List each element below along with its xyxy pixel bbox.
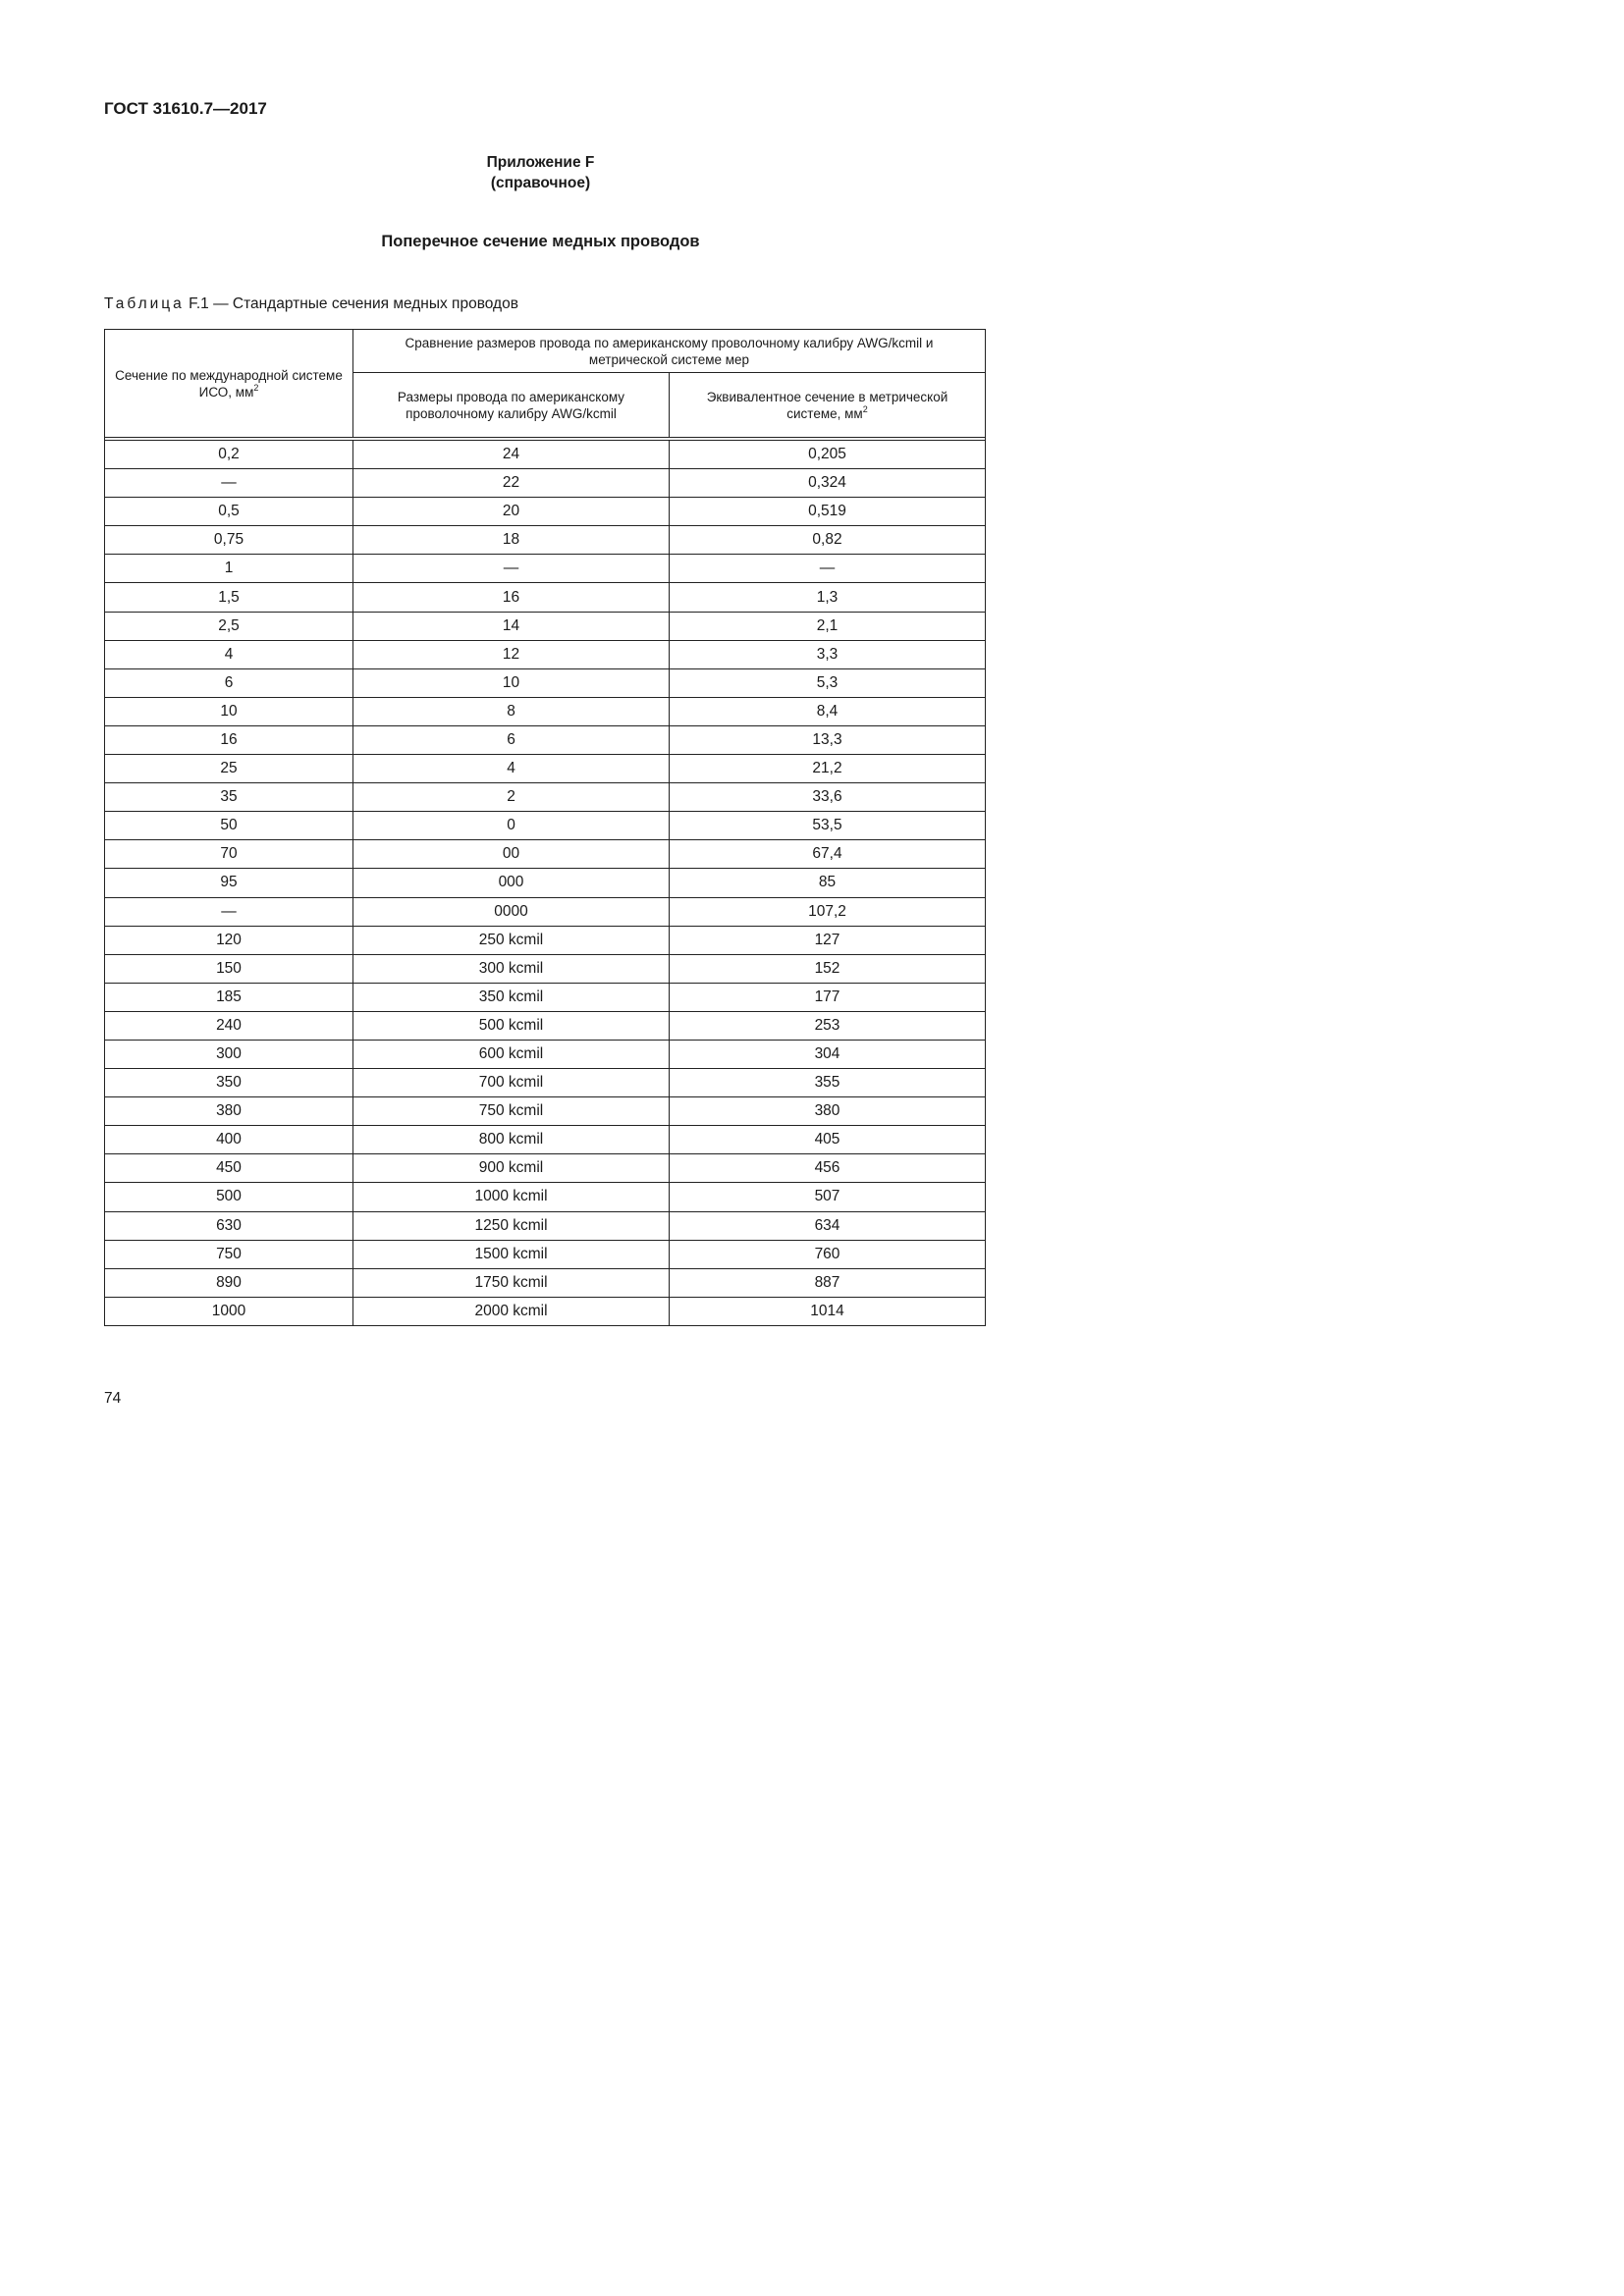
- appendix-kind: (справочное): [490, 175, 591, 191]
- table-row: [105, 783, 986, 812]
- table-row: [105, 1268, 986, 1297]
- cell-awg-size: 000: [353, 869, 670, 897]
- cell-metric-equivalent: 456: [670, 1154, 986, 1183]
- cell-metric-equivalent: 1014: [670, 1297, 986, 1325]
- cell-metric-equivalent: 2,1: [670, 612, 986, 640]
- cell-iso-section: 120: [105, 926, 353, 954]
- cell-awg-size: 12: [353, 640, 670, 668]
- cell-awg-size: 4: [353, 755, 670, 783]
- cell-iso-section: 0,75: [105, 526, 353, 555]
- cell-iso-section: 10: [105, 697, 353, 725]
- table-row: [105, 1040, 986, 1068]
- cell-iso-section: 1: [105, 555, 353, 583]
- cell-metric-equivalent: 127: [670, 926, 986, 954]
- cell-metric-equivalent: 8,4: [670, 697, 986, 725]
- cell-iso-section: 630: [105, 1211, 353, 1240]
- table-row: [105, 954, 986, 983]
- header-metric-equivalent-sup: 2: [862, 403, 868, 414]
- cell-awg-size: 300 kcmil: [353, 954, 670, 983]
- cell-awg-size: 0000: [353, 897, 670, 926]
- table-row: [105, 897, 986, 926]
- cell-awg-size: 1250 kcmil: [353, 1211, 670, 1240]
- cell-metric-equivalent: 304: [670, 1040, 986, 1068]
- table-row: [105, 526, 986, 555]
- cell-iso-section: 185: [105, 983, 353, 1011]
- table-body: [105, 441, 986, 1326]
- table-row: [105, 441, 986, 469]
- cell-awg-size: 700 kcmil: [353, 1069, 670, 1097]
- cell-iso-section: 300: [105, 1040, 353, 1068]
- cell-metric-equivalent: 0,324: [670, 469, 986, 498]
- document-code: ГОСТ 31610.7—2017: [104, 99, 267, 118]
- table-row: [105, 1126, 986, 1154]
- table-row: [105, 725, 986, 754]
- table-row: [105, 755, 986, 783]
- cell-iso-section: 750: [105, 1240, 353, 1268]
- cell-metric-equivalent: —: [670, 555, 986, 583]
- table-row: [105, 1211, 986, 1240]
- cell-awg-size: 6: [353, 725, 670, 754]
- cell-iso-section: 450: [105, 1154, 353, 1183]
- cell-metric-equivalent: 1,3: [670, 583, 986, 612]
- table-row: [105, 1154, 986, 1183]
- cell-metric-equivalent: 760: [670, 1240, 986, 1268]
- header-row-1: [105, 330, 986, 373]
- header-comparison-group: Сравнение размеров провода по американскому проволочному калибру AWG/kcmil и метрической системе мер: [353, 330, 986, 373]
- cell-metric-equivalent: 5,3: [670, 668, 986, 697]
- cell-iso-section: 890: [105, 1268, 353, 1297]
- table-row: [105, 1097, 986, 1126]
- cell-awg-size: 10: [353, 668, 670, 697]
- cell-awg-size: 250 kcmil: [353, 926, 670, 954]
- cell-metric-equivalent: 33,6: [670, 783, 986, 812]
- cell-metric-equivalent: 405: [670, 1126, 986, 1154]
- cell-awg-size: 500 kcmil: [353, 1011, 670, 1040]
- cell-awg-size: 1500 kcmil: [353, 1240, 670, 1268]
- cell-metric-equivalent: 887: [670, 1268, 986, 1297]
- table-row: [105, 469, 986, 498]
- header-iso-section-sup: 2: [253, 382, 259, 393]
- cell-iso-section: 2,5: [105, 612, 353, 640]
- cell-awg-size: 20: [353, 498, 670, 526]
- table-row: [105, 498, 986, 526]
- header-iso-section: [105, 330, 353, 438]
- table-caption-text: F.1 — Стандартные сечения медных проводов: [189, 295, 518, 312]
- cell-metric-equivalent: 253: [670, 1011, 986, 1040]
- table-row: [105, 1011, 986, 1040]
- cell-awg-size: 0: [353, 812, 670, 840]
- table-row: [105, 983, 986, 1011]
- cell-awg-size: 18: [353, 526, 670, 555]
- table-row: [105, 1297, 986, 1325]
- cell-iso-section: 4: [105, 640, 353, 668]
- table-row: [105, 583, 986, 612]
- cell-metric-equivalent: 85: [670, 869, 986, 897]
- table-row: [105, 697, 986, 725]
- cell-iso-section: 50: [105, 812, 353, 840]
- cell-metric-equivalent: 0,82: [670, 526, 986, 555]
- cell-iso-section: 0,2: [105, 441, 353, 469]
- copper-wire-sections-table: [104, 329, 986, 1326]
- cell-iso-section: 95: [105, 869, 353, 897]
- cell-iso-section: 500: [105, 1183, 353, 1211]
- cell-awg-size: 350 kcmil: [353, 983, 670, 1011]
- header-iso-section-text: Сечение по международной системе ИСО, мм: [115, 367, 343, 400]
- cell-awg-size: 1750 kcmil: [353, 1268, 670, 1297]
- cell-iso-section: 35: [105, 783, 353, 812]
- cell-awg-size: 14: [353, 612, 670, 640]
- cell-metric-equivalent: 13,3: [670, 725, 986, 754]
- table-row: [105, 1240, 986, 1268]
- header-awg-size: Размеры провода по американскому проволочному калибру AWG/kcmil: [353, 373, 670, 438]
- cell-metric-equivalent: 152: [670, 954, 986, 983]
- cell-iso-section: 0,5: [105, 498, 353, 526]
- table-row: [105, 612, 986, 640]
- cell-metric-equivalent: 0,519: [670, 498, 986, 526]
- cell-awg-size: 2000 kcmil: [353, 1297, 670, 1325]
- table-row: [105, 640, 986, 668]
- cell-awg-size: 750 kcmil: [353, 1097, 670, 1126]
- cell-awg-size: 1000 kcmil: [353, 1183, 670, 1211]
- table-row: [105, 555, 986, 583]
- cell-awg-size: 800 kcmil: [353, 1126, 670, 1154]
- table-row: [105, 1183, 986, 1211]
- page-number: 74: [104, 1390, 122, 1407]
- cell-iso-section: 6: [105, 668, 353, 697]
- cell-iso-section: 350: [105, 1069, 353, 1097]
- cell-iso-section: 150: [105, 954, 353, 983]
- cell-awg-size: 22: [353, 469, 670, 498]
- cell-metric-equivalent: 177: [670, 983, 986, 1011]
- cell-iso-section: 25: [105, 755, 353, 783]
- table-caption-prefix: Таблица: [104, 295, 185, 312]
- cell-awg-size: 900 kcmil: [353, 1154, 670, 1183]
- cell-iso-section: 1000: [105, 1297, 353, 1325]
- cell-awg-size: 2: [353, 783, 670, 812]
- cell-metric-equivalent: 21,2: [670, 755, 986, 783]
- table-caption: [104, 295, 518, 313]
- cell-awg-size: 24: [353, 441, 670, 469]
- cell-metric-equivalent: 634: [670, 1211, 986, 1240]
- table-row: [105, 869, 986, 897]
- cell-iso-section: 400: [105, 1126, 353, 1154]
- cell-metric-equivalent: 355: [670, 1069, 986, 1097]
- cell-iso-section: 70: [105, 840, 353, 869]
- table-row: [105, 812, 986, 840]
- cell-iso-section: —: [105, 897, 353, 926]
- table-row: [105, 1069, 986, 1097]
- cell-iso-section: 380: [105, 1097, 353, 1126]
- cell-metric-equivalent: 107,2: [670, 897, 986, 926]
- header-metric-equivalent-text: Эквивалентное сечение в метрической системе, мм: [706, 389, 948, 421]
- table-row: [105, 840, 986, 869]
- cell-iso-section: 1,5: [105, 583, 353, 612]
- cell-awg-size: 8: [353, 697, 670, 725]
- table-row: [105, 926, 986, 954]
- table-header: [105, 330, 986, 441]
- cell-iso-section: 16: [105, 725, 353, 754]
- cell-metric-equivalent: 3,3: [670, 640, 986, 668]
- appendix-heading: [0, 152, 1081, 193]
- appendix-title: Поперечное сечение медных проводов: [381, 233, 700, 250]
- table-row: [105, 668, 986, 697]
- cell-metric-equivalent: 507: [670, 1183, 986, 1211]
- cell-iso-section: —: [105, 469, 353, 498]
- cell-awg-size: 00: [353, 840, 670, 869]
- appendix-label: Приложение F: [486, 154, 595, 171]
- cell-awg-size: 600 kcmil: [353, 1040, 670, 1068]
- cell-metric-equivalent: 53,5: [670, 812, 986, 840]
- cell-metric-equivalent: 380: [670, 1097, 986, 1126]
- header-metric-equivalent: [670, 373, 986, 438]
- cell-metric-equivalent: 0,205: [670, 441, 986, 469]
- cell-awg-size: 16: [353, 583, 670, 612]
- cell-iso-section: 240: [105, 1011, 353, 1040]
- cell-awg-size: —: [353, 555, 670, 583]
- cell-metric-equivalent: 67,4: [670, 840, 986, 869]
